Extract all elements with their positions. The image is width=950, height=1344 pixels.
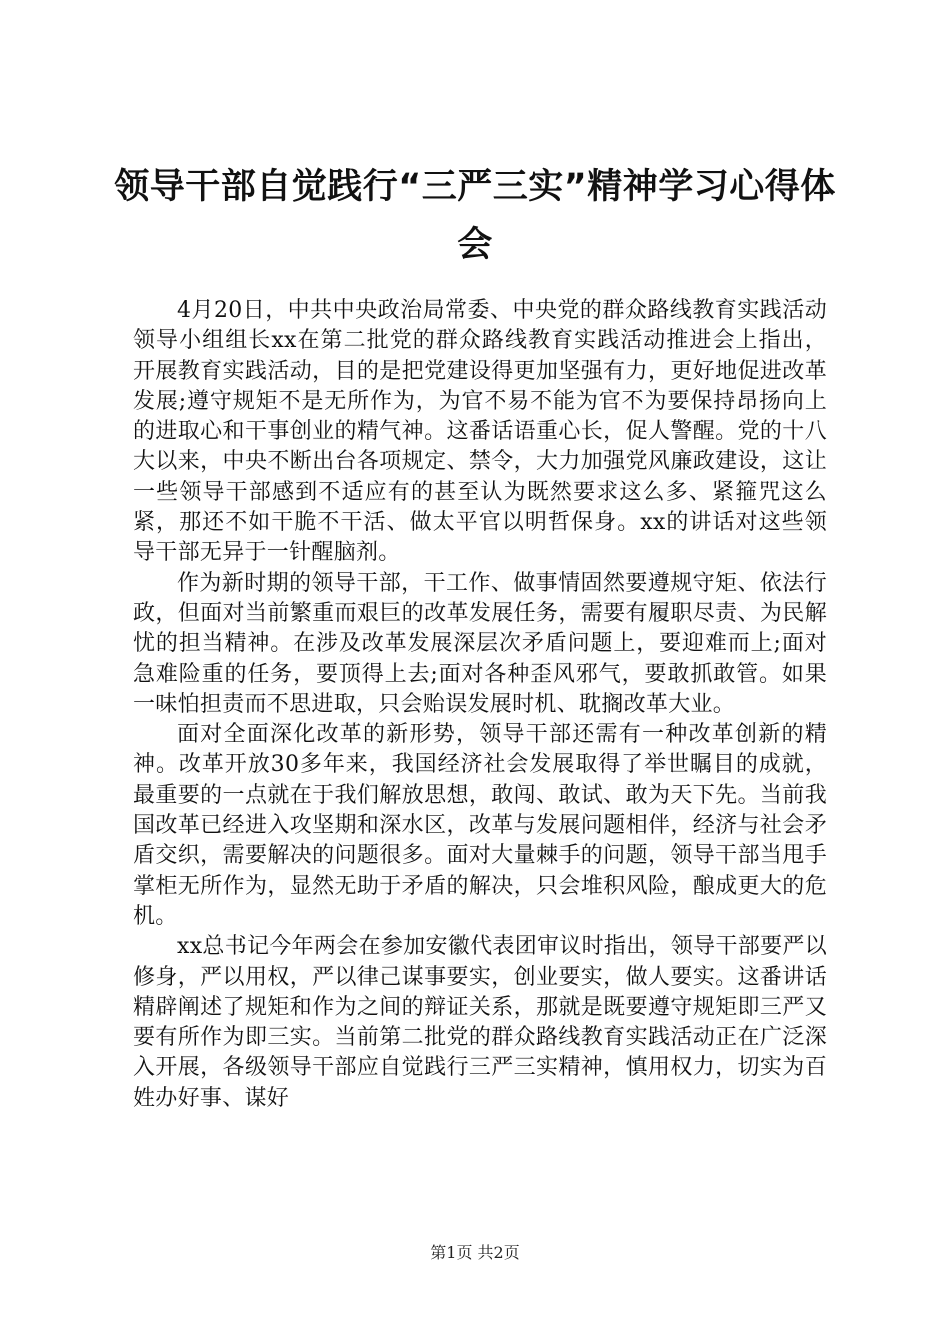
paragraph-4: xx总书记今年两会在参加安徽代表团审议时指出，领导干部要严以修身，严以用权，严以律己谋事要实，创业要实，做人要实。这番讲话精辟阐述了规矩和作为之间的辩证关系，那就是既要遵守规矩即三严又要有所作为即三实。当前第二批党的群众路线教育实践活动正在广泛深入开展，各级领导干部应自觉践行三严三实精神，慎用权力，切实为百姓办好事、谋好 [133, 934, 827, 1111]
paragraph-3: 面对全面深化改革的新形势，领导干部还需有一种改革创新的精神。改革开放30多年来，我国经济社会发展取得了举世瞩目的成就，最重要的一点就在于我们解放思想，敢闯、敢试、敢为天下先。当前我国改革已经进入攻坚期和深水区，改革与发展问题相伴，经济与社会矛盾交织，需要解决的问题很多。面对大量棘手的问题，领导干部当甩手掌柜无所作为，显然无助于矛盾的解决，只会堆积风险，酿成更大的危机。 [133, 722, 827, 929]
document-title: 领导干部自觉践行“三严三实”精神学习心得体会 [114, 167, 836, 265]
document-body [133, 296, 827, 1114]
page-number-footer: 第1页 共2页 [430, 1243, 520, 1262]
paragraph-2: 作为新时期的领导干部，干工作、做事情固然要遵规守矩、依法行政，但面对当前繁重而艰巨的改革发展任务，需要有履职尽责、为民解忧的担当精神。在涉及改革发展深层次矛盾问题上，要迎难而上;面对急难险重的任务，要顶得上去;面对各种歪风邪气，要敢抓敢管。如果一味怕担责而不思进取，只会贻误发展时机、耽搁改革大业。 [133, 570, 827, 717]
paragraph-1: 4月20日，中共中央政治局常委、中央党的群众路线教育实践活动领导小组组长xx在第二批党的群众路线教育实践活动推进会上指出，开展教育实践活动，目的是把党建设得更加坚强有力，更好地促进改革发展;遵守规矩不是无所作为，为官不易不能为官不为要保持昂扬向上的进取心和干事创业的精气神。这番话语重心长，促人警醒。党的十八大以来，中央不断出台各项规定、禁令，大力加强党风廉政建设，这让一些领导干部感到不适应有的甚至认为既然要求这么多、紧箍咒这么紧，那还不如干脆不干活、做太平官以明哲保身。xx的讲话对这些领导干部无异于一针醒脑剂。 [133, 298, 827, 566]
